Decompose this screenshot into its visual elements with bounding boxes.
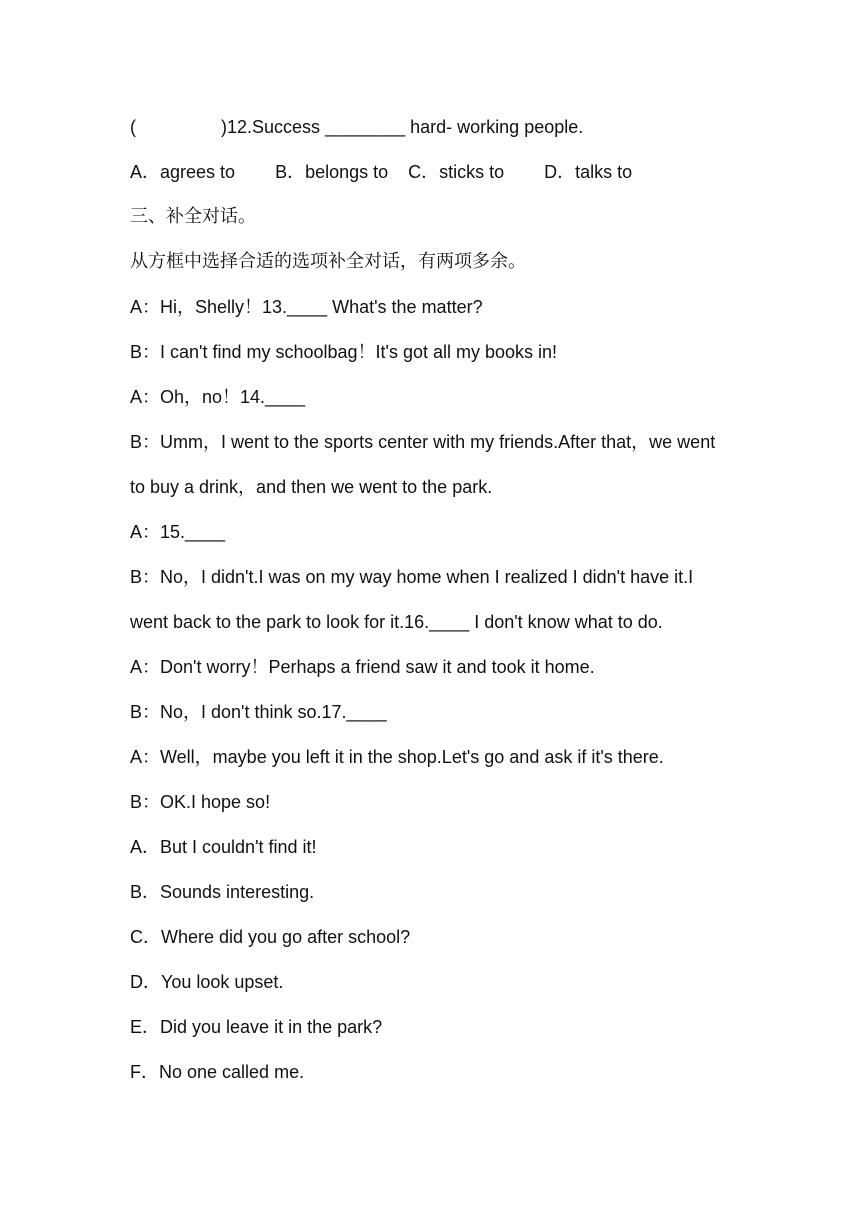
section-title: 三、补全对话。 — [130, 206, 256, 227]
question-12-stem: ( )12.Success ________ hard- working people. — [130, 117, 584, 137]
dialogue-line: A：15.____ — [130, 522, 226, 542]
dialogue-line: B：No，I don't think so.17.____ — [130, 702, 387, 722]
dialogue-line: went back to the park to look for it.16.____ I don't know what to do. — [130, 612, 663, 632]
dialogue-line: A：Oh，no！14.____ — [130, 387, 306, 407]
dialogue-line: B：I can't find my schoolbag！It's got all my books in! — [130, 342, 558, 362]
section-instruction: 从方框中选择合适的选项补全对话，有两项多余。 — [130, 251, 526, 272]
choice-item: D．You look upset. — [130, 972, 284, 992]
choice-item: C．Where did you go after school? — [130, 927, 411, 947]
dialogue-line: A：Don't worry！Perhaps a friend saw it and took it home. — [130, 657, 595, 677]
question-12-options: A．agrees to B．belongs to C．sticks to D．talks to — [130, 162, 633, 182]
dialogue-line: A：Hi，Shelly！13.____ What's the matter? — [130, 297, 483, 317]
choice-item: A．But I couldn't find it! — [130, 837, 317, 857]
dialogue-line: to buy a drink，and then we went to the park. — [130, 477, 493, 497]
dialogue-line: B：OK.I hope so! — [130, 792, 271, 812]
choice-item: B．Sounds interesting. — [130, 882, 315, 902]
choice-item: F．No one called me. — [130, 1062, 305, 1082]
dialogue-line: A：Well，maybe you left it in the shop.Let's go and ask if it's there. — [130, 747, 664, 767]
dialogue-line: B：Umm，I went to the sports center with my friends.After that，we went — [130, 432, 716, 452]
dialogue-line: B：No，I didn't.I was on my way home when I realized I didn't have it.I — [130, 567, 694, 587]
choice-item: E．Did you leave it in the park? — [130, 1017, 383, 1037]
